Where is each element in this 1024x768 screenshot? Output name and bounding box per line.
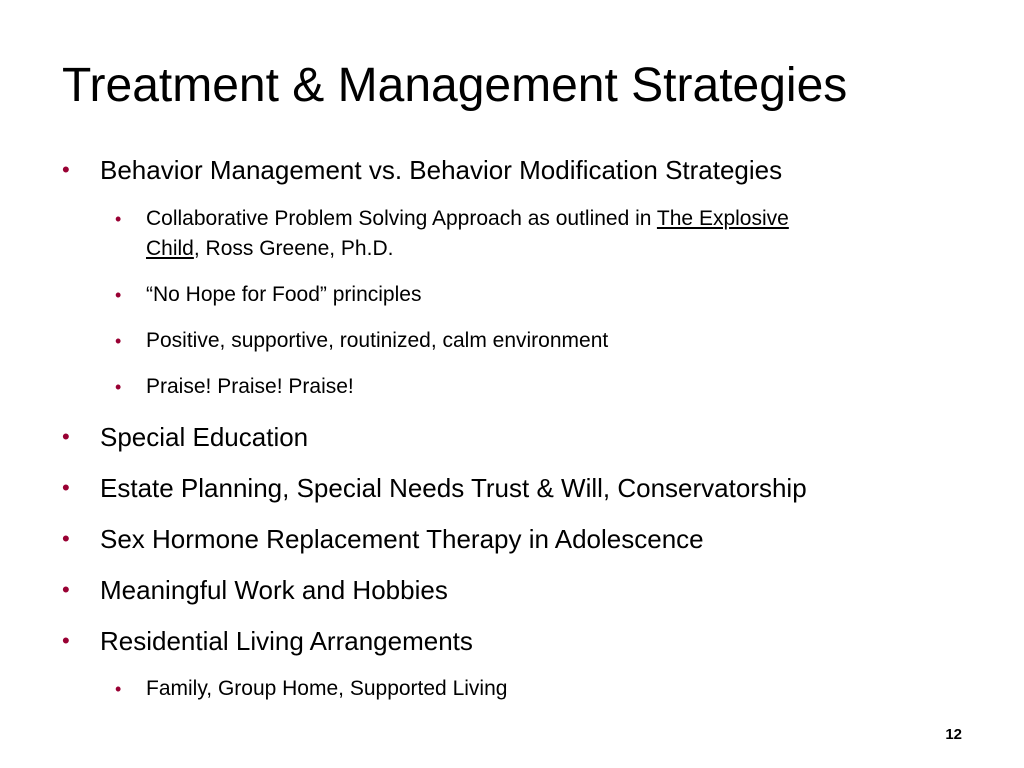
- sub-bullet-text: Family, Group Home, Supported Living: [146, 677, 508, 700]
- sub-bullet-text-suffix: , Ross Greene, Ph.D.: [193, 237, 394, 260]
- bullet-text: Residential Living Arrangements: [100, 626, 473, 656]
- bullet-residential-living: [62, 625, 473, 657]
- sub-bullet-dot-icon: •: [115, 209, 122, 229]
- bullet-dot-icon: •: [62, 424, 70, 449]
- book-title-part2: Child: [146, 237, 194, 260]
- sub-bullet-living-options: [115, 674, 946, 704]
- bullet-estate-planning: [62, 472, 807, 504]
- sub-bullet-collaborative-problem-solving: [115, 204, 946, 264]
- bullet-text: Behavior Management vs. Behavior Modification Strategies: [100, 155, 783, 185]
- sub-bullet-dot-icon: •: [115, 285, 122, 305]
- bullet-text: Sex Hormone Replacement Therapy in Adolescence: [100, 524, 704, 554]
- sub-bullet-positive-environment: [115, 326, 946, 356]
- sub-bullet-no-hope-for-food: [115, 280, 946, 310]
- bullet-text: Estate Planning, Special Needs Trust & Will, Conservatorship: [100, 473, 807, 503]
- sub-bullet-text: Positive, supportive, routinized, calm environment: [146, 329, 609, 352]
- bullet-dot-icon: •: [62, 526, 70, 551]
- bullet-hormone-therapy: [62, 523, 704, 555]
- sub-bullet-dot-icon: •: [115, 331, 122, 351]
- bullet-dot-icon: •: [62, 577, 70, 602]
- bullet-behavior-management: [62, 154, 783, 186]
- sub-bullet-text: Collaborative Problem Solving Approach as outlined in: [146, 207, 657, 230]
- sub-bullet-dot-icon: •: [115, 679, 122, 699]
- bullet-special-education: [62, 421, 309, 453]
- book-title-part1: The Explosive: [656, 207, 789, 230]
- bullet-meaningful-work: [62, 574, 448, 606]
- bullet-dot-icon: •: [62, 157, 70, 182]
- slide-title: Treatment & Management Strategies: [62, 59, 848, 112]
- bullet-text: Special Education: [100, 422, 309, 452]
- sub-bullet-text: “No Hope for Food” principles: [146, 283, 422, 306]
- bullet-text: Meaningful Work and Hobbies: [100, 575, 448, 605]
- sub-bullet-praise: [115, 372, 946, 402]
- bullet-dot-icon: •: [62, 475, 70, 500]
- sub-bullet-dot-icon: •: [115, 377, 122, 397]
- sub-bullet-text: Praise! Praise! Praise!: [146, 375, 354, 398]
- page-number: 12: [945, 726, 962, 743]
- bullet-dot-icon: •: [62, 628, 70, 653]
